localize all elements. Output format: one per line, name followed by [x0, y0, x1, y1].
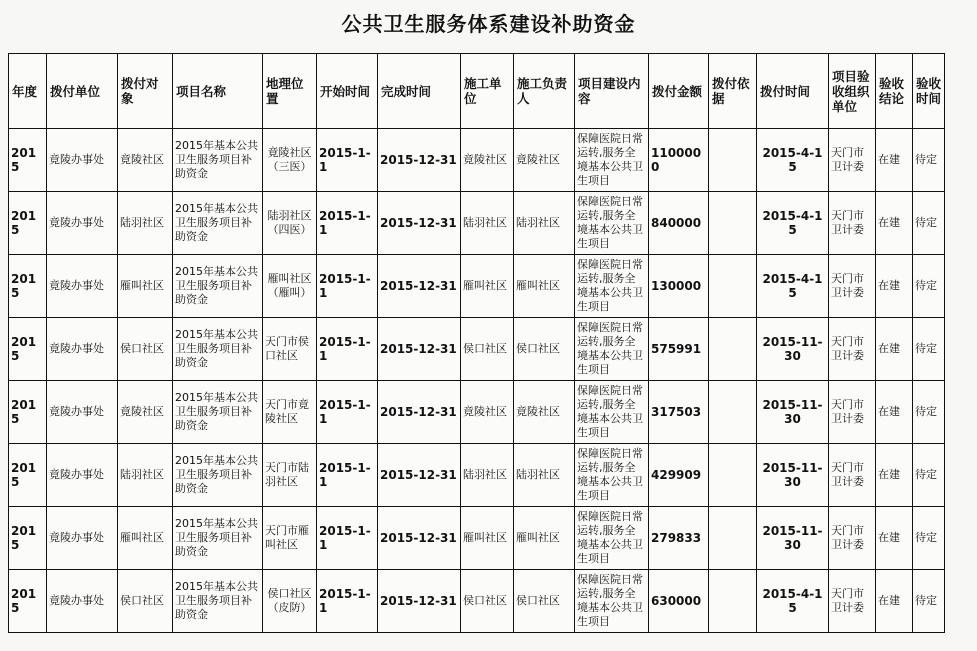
cell-pay-time: 2015-11-30	[757, 507, 829, 570]
cell-amount: 840000	[649, 192, 709, 255]
cell-conclusion: 在建	[876, 570, 913, 633]
cell-basis	[709, 444, 757, 507]
cell-manager: 侯口社区	[514, 570, 575, 633]
cell-unit: 竟陵办事处	[47, 570, 118, 633]
cell-content: 保障医院日常运转,服务全境基本公共卫生项目	[575, 192, 649, 255]
cell-builder: 雁叫社区	[461, 507, 514, 570]
cell-conclusion: 在建	[876, 381, 913, 444]
cell-conclusion: 在建	[876, 318, 913, 381]
cell-year: 2015	[9, 192, 47, 255]
cell-amount: 429909	[649, 444, 709, 507]
header-pay-time: 拨付时间	[757, 54, 829, 129]
cell-manager: 雁叫社区	[514, 255, 575, 318]
cell-year: 2015	[9, 507, 47, 570]
cell-target: 雁叫社区	[118, 507, 173, 570]
header-end-time: 完成时间	[378, 54, 461, 129]
cell-manager: 雁叫社区	[514, 507, 575, 570]
cell-location: 天门市雁叫社区	[263, 507, 317, 570]
cell-basis	[709, 255, 757, 318]
cell-conclusion: 在建	[876, 255, 913, 318]
header-basis: 拨付依据	[709, 54, 757, 129]
table-row	[9, 507, 945, 570]
cell-content: 保障医院日常运转,服务全境基本公共卫生项目	[575, 255, 649, 318]
table-row	[9, 570, 945, 633]
cell-project: 2015年基本公共卫生服务项目补助资金	[173, 570, 263, 633]
cell-target: 雁叫社区	[118, 255, 173, 318]
cell-accept-time: 待定	[913, 129, 945, 192]
cell-year: 2015	[9, 381, 47, 444]
cell-builder: 陆羽社区	[461, 444, 514, 507]
header-accept-time: 验收时间	[913, 54, 945, 129]
cell-pay-time: 2015-4-15	[757, 255, 829, 318]
cell-start: 2015-1-1	[317, 318, 378, 381]
cell-basis	[709, 570, 757, 633]
cell-year: 2015	[9, 129, 47, 192]
cell-amount: 630000	[649, 570, 709, 633]
table-row	[9, 129, 945, 192]
cell-pay-time: 2015-11-30	[757, 444, 829, 507]
cell-project: 2015年基本公共卫生服务项目补助资金	[173, 318, 263, 381]
cell-acceptor: 天门市卫计委	[829, 255, 876, 318]
cell-end: 2015-12-31	[378, 318, 461, 381]
header-project-name: 项目名称	[173, 54, 263, 129]
cell-manager: 陆羽社区	[514, 192, 575, 255]
cell-end: 2015-12-31	[378, 444, 461, 507]
cell-content: 保障医院日常运转,服务全境基本公共卫生项目	[575, 381, 649, 444]
cell-unit: 竟陵办事处	[47, 129, 118, 192]
cell-target: 侯口社区	[118, 570, 173, 633]
funding-table	[8, 53, 945, 633]
cell-location: 陆羽社区（四医）	[263, 192, 317, 255]
cell-start: 2015-1-1	[317, 381, 378, 444]
cell-builder: 侯口社区	[461, 318, 514, 381]
cell-pay-time: 2015-4-15	[757, 192, 829, 255]
cell-content: 保障医院日常运转,服务全境基本公共卫生项目	[575, 570, 649, 633]
header-builder: 施工单位	[461, 54, 514, 129]
cell-project: 2015年基本公共卫生服务项目补助资金	[173, 381, 263, 444]
cell-accept-time: 待定	[913, 444, 945, 507]
cell-start: 2015-1-1	[317, 570, 378, 633]
cell-pay-time: 2015-4-15	[757, 129, 829, 192]
cell-end: 2015-12-31	[378, 381, 461, 444]
cell-acceptor: 天门市卫计委	[829, 129, 876, 192]
cell-manager: 竟陵社区	[514, 381, 575, 444]
cell-acceptor: 天门市卫计委	[829, 570, 876, 633]
cell-location: 天门市侯口社区	[263, 318, 317, 381]
table-row	[9, 318, 945, 381]
cell-year: 2015	[9, 570, 47, 633]
header-conclusion: 验收结论	[876, 54, 913, 129]
cell-acceptor: 天门市卫计委	[829, 192, 876, 255]
cell-project: 2015年基本公共卫生服务项目补助资金	[173, 192, 263, 255]
cell-location: 雁叫社区（雁叫）	[263, 255, 317, 318]
cell-basis	[709, 507, 757, 570]
header-year: 年度	[9, 54, 47, 129]
cell-project: 2015年基本公共卫生服务项目补助资金	[173, 129, 263, 192]
cell-target: 侯口社区	[118, 318, 173, 381]
cell-builder: 雁叫社区	[461, 255, 514, 318]
cell-target: 竟陵社区	[118, 381, 173, 444]
cell-year: 2015	[9, 318, 47, 381]
cell-amount: 317503	[649, 381, 709, 444]
cell-builder: 竟陵社区	[461, 381, 514, 444]
table-row	[9, 381, 945, 444]
cell-project: 2015年基本公共卫生服务项目补助资金	[173, 444, 263, 507]
cell-manager: 竟陵社区	[514, 129, 575, 192]
cell-project: 2015年基本公共卫生服务项目补助资金	[173, 507, 263, 570]
cell-end: 2015-12-31	[378, 129, 461, 192]
cell-conclusion: 在建	[876, 192, 913, 255]
cell-acceptor: 天门市卫计委	[829, 507, 876, 570]
cell-amount: 1100000	[649, 129, 709, 192]
header-manager: 施工负责人	[514, 54, 575, 129]
cell-end: 2015-12-31	[378, 507, 461, 570]
cell-acceptor: 天门市卫计委	[829, 381, 876, 444]
cell-unit: 竟陵办事处	[47, 318, 118, 381]
cell-amount: 279833	[649, 507, 709, 570]
cell-target: 陆羽社区	[118, 444, 173, 507]
cell-pay-time: 2015-4-15	[757, 570, 829, 633]
cell-pay-time: 2015-11-30	[757, 381, 829, 444]
cell-conclusion: 在建	[876, 507, 913, 570]
table-row	[9, 192, 945, 255]
cell-location: 天门市陆羽社区	[263, 444, 317, 507]
cell-start: 2015-1-1	[317, 192, 378, 255]
header-start-time: 开始时间	[317, 54, 378, 129]
cell-target: 竟陵社区	[118, 129, 173, 192]
header-acceptor: 项目验收组织单位	[829, 54, 876, 129]
cell-unit: 竟陵办事处	[47, 192, 118, 255]
cell-start: 2015-1-1	[317, 507, 378, 570]
header-pay-target: 拨付对象	[118, 54, 173, 129]
cell-basis	[709, 318, 757, 381]
header-row	[9, 54, 945, 129]
cell-content: 保障医院日常运转,服务全境基本公共卫生项目	[575, 318, 649, 381]
cell-builder: 陆羽社区	[461, 192, 514, 255]
cell-unit: 竟陵办事处	[47, 507, 118, 570]
cell-acceptor: 天门市卫计委	[829, 444, 876, 507]
cell-manager: 侯口社区	[514, 318, 575, 381]
cell-pay-time: 2015-11-30	[757, 318, 829, 381]
page-title: 公共卫生服务体系建设补助资金	[341, 12, 636, 36]
cell-content: 保障医院日常运转,服务全境基本公共卫生项目	[575, 444, 649, 507]
cell-unit: 竟陵办事处	[47, 255, 118, 318]
cell-start: 2015-1-1	[317, 129, 378, 192]
cell-content: 保障医院日常运转,服务全境基本公共卫生项目	[575, 507, 649, 570]
cell-builder: 竟陵社区	[461, 129, 514, 192]
cell-basis	[709, 129, 757, 192]
header-content: 项目建设内容	[575, 54, 649, 129]
cell-amount: 575991	[649, 318, 709, 381]
cell-conclusion: 在建	[876, 444, 913, 507]
cell-accept-time: 待定	[913, 507, 945, 570]
cell-end: 2015-12-31	[378, 192, 461, 255]
cell-basis	[709, 381, 757, 444]
cell-year: 2015	[9, 444, 47, 507]
cell-accept-time: 待定	[913, 381, 945, 444]
cell-accept-time: 待定	[913, 192, 945, 255]
header-amount: 拨付金额	[649, 54, 709, 129]
cell-basis	[709, 192, 757, 255]
cell-builder: 侯口社区	[461, 570, 514, 633]
cell-conclusion: 在建	[876, 129, 913, 192]
cell-accept-time: 待定	[913, 570, 945, 633]
cell-accept-time: 待定	[913, 318, 945, 381]
header-pay-unit: 拨付单位	[47, 54, 118, 129]
cell-amount: 130000	[649, 255, 709, 318]
cell-start: 2015-1-1	[317, 255, 378, 318]
cell-location: 竟陵社区（三医）	[263, 129, 317, 192]
header-location: 地理位置	[263, 54, 317, 129]
cell-unit: 竟陵办事处	[47, 444, 118, 507]
table-row	[9, 255, 945, 318]
cell-acceptor: 天门市卫计委	[829, 318, 876, 381]
cell-location: 天门市竟陵社区	[263, 381, 317, 444]
cell-manager: 陆羽社区	[514, 444, 575, 507]
cell-end: 2015-12-31	[378, 255, 461, 318]
cell-content: 保障医院日常运转,服务全境基本公共卫生项目	[575, 129, 649, 192]
cell-target: 陆羽社区	[118, 192, 173, 255]
cell-start: 2015-1-1	[317, 444, 378, 507]
cell-accept-time: 待定	[913, 255, 945, 318]
cell-unit: 竟陵办事处	[47, 381, 118, 444]
table-row	[9, 444, 945, 507]
cell-year: 2015	[9, 255, 47, 318]
cell-project: 2015年基本公共卫生服务项目补助资金	[173, 255, 263, 318]
cell-location: 侯口社区（皮防）	[263, 570, 317, 633]
cell-end: 2015-12-31	[378, 570, 461, 633]
